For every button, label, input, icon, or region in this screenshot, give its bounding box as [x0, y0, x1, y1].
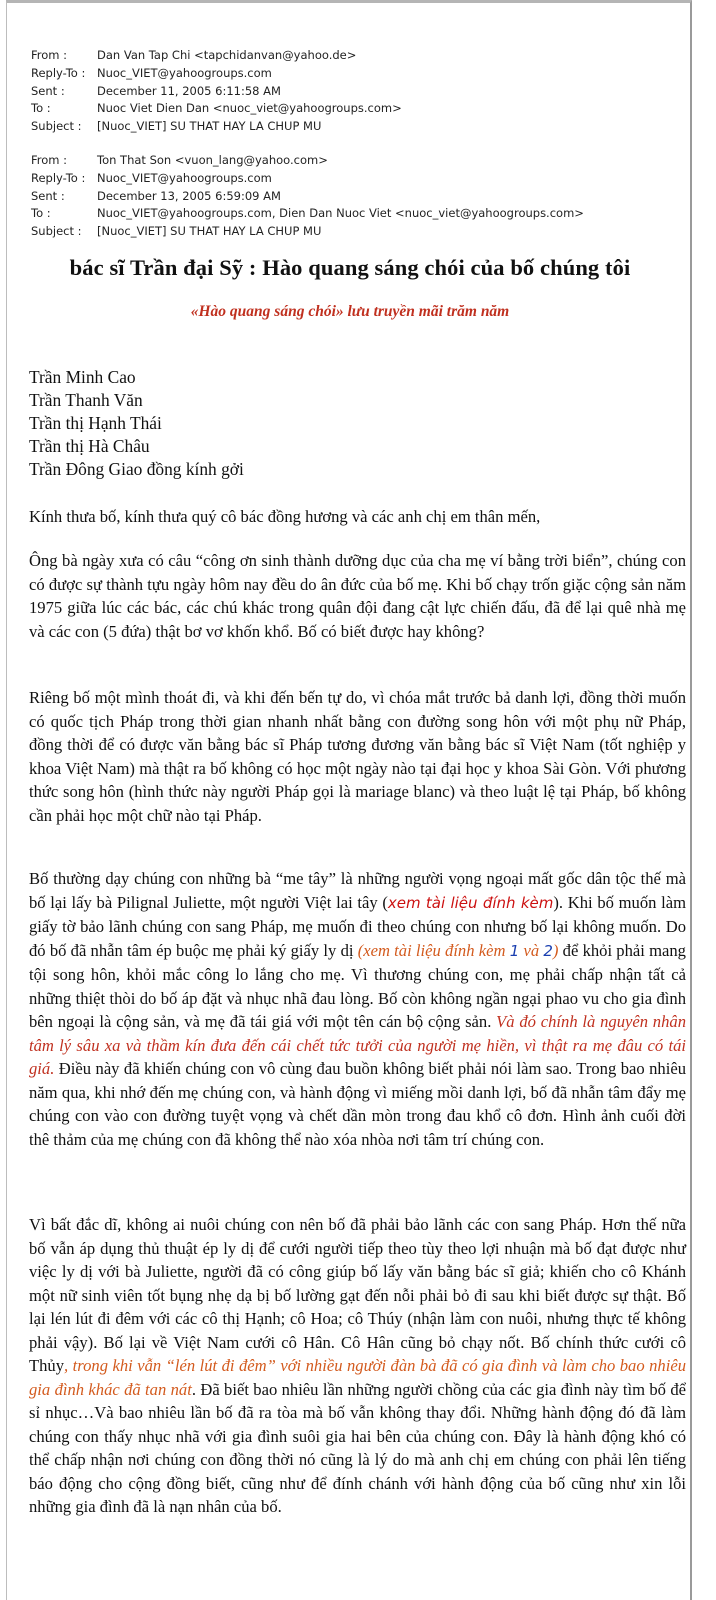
to-value: Nuoc Viet Dien Dan <nuoc_viet@yahoogroups.com> [97, 101, 402, 116]
subject-label: Subject : [31, 119, 82, 134]
attachment-note: ) [552, 940, 559, 960]
subject-row [31, 118, 402, 136]
sent-row [31, 188, 584, 206]
paragraph-3-text [29, 867, 686, 1151]
attachment-note: và [519, 940, 544, 960]
text-run: Điều này đã khiến chúng con vô cùng đau buồn không biết phải nói làm sao. Trong bao nhiêu năm qua, khi nhớ đến mẹ chúng con, và hành động vì miếng mồi danh lợi, bố đã nhẫn tâm đẩy mẹ chúng con vào con đường tuyệt vọng và chết dần mòn trong đau khổ cô đơn. Hình ảnh cuối đời thê thảm của mẹ chúng con đã không thể nào xóa nhòa nơi tâm trí chúng con. [29, 1059, 686, 1149]
sent-value: December 13, 2005 6:59:09 AM [97, 188, 281, 203]
replyto-label: Reply-To : [31, 65, 86, 80]
subject-label: Subject : [31, 224, 82, 239]
greeting-text: Kính thưa bố, kính thưa quý cô bác đồng hương và các anh chị em thân mến, [29, 507, 541, 526]
subject-value: [Nuoc_VIET] SU THAT HAY LA CHUP MU [97, 224, 322, 239]
sent-value: December 11, 2005 6:11:58 AM [97, 83, 281, 98]
signers-list [29, 366, 244, 481]
paragraph-1 [29, 549, 686, 643]
emphasis-orange: , trong khi vẫn “lén lút đi đêm” với nhiều người đàn bà đã có gia đình và làm cho bao nhiêu gia đình khác đã tan nát [29, 1356, 686, 1399]
text-run: Vì bất đắc dĩ, không ai nuôi chúng con nên bố đã phải bảo lãnh các con sang Pháp. Hơn thế nữa bố vẫn áp dụng thủ thuật ép ly dị để cưới người tiếp theo tùy theo lợi nhuận mà bố đạt được như việc ly dị với bà Juliette, người đã có công giúp bố lấy văn bằng bác sĩ giả; khiến cho cô Khánh một nữ sinh viên tốt bụng nhẹ dạ bị bố lường gạt đến nỗi phải bỏ đi sau khi biết được sự thật. Bố lại lén lút đi đêm với các cô thị Hạnh; cô Hoa; cô Thúy (nhận làm con nuôi, nhưng thực tế không phải vậy). Bố lại về Việt Nam cưới cô Hân. Cô Hân cũng bỏ chạy nốt. Bố chính thức cưới cô Thủy [29, 1215, 686, 1375]
email-header-2 [31, 152, 584, 241]
signer: Trần thị Hà Châu [29, 436, 150, 456]
subject-row [31, 223, 584, 241]
to-label: To : [31, 206, 51, 221]
attachment-link[interactable]: xem tài liệu đính kèm [387, 893, 554, 912]
from-label: From : [31, 153, 68, 167]
document-page [6, 0, 692, 1600]
to-value: Nuoc_VIET@yahoogroups.com, Dien Dan Nuoc Viet <nuoc_viet@yahoogroups.com> [97, 206, 584, 221]
from-row [31, 47, 402, 65]
subject-value: [Nuoc_VIET] SU THAT HAY LA CHUP MU [97, 119, 322, 134]
from-value: Dan Van Tap Chi <tapchidanvan@yahoo.de> [97, 48, 357, 62]
signer: Trần Minh Cao [29, 367, 136, 387]
attachment-link-1[interactable]: 1 [509, 941, 520, 960]
replyto-value: Nuoc_VIET@yahoogroups.com [97, 65, 272, 80]
replyto-row [31, 170, 584, 188]
from-value: Ton That Son <vuon_lang@yahoo.com> [97, 153, 328, 167]
text-run: . Đã biết bao nhiêu lần những người chồng của các gia đình này tìm bố để sỉ nhục…Và bao nhiêu lần bố đã ra tòa mà bố vẫn không thay đổi. Những hành động đó đã làm chúng con thấy nhục nhã với gia đình suôi gia hai bên của chúng con. Đây là hành động khó có thể chấp nhận nơi chúng con đồng thời nó cũng là lý do mà anh chị em chúng con phải lên tiếng báo động cho cộng đồng biết, cũng như để đính chánh với hành động của bố cũng như xin lỗi những gia đình đã là nạn nhân của bố. [29, 1379, 686, 1516]
replyto-label: Reply-To : [31, 170, 86, 185]
to-row [31, 100, 402, 118]
email-header-1 [31, 47, 402, 136]
paragraph-2 [29, 686, 686, 827]
sent-label: Sent : [31, 83, 65, 98]
to-label: To : [31, 101, 51, 116]
greeting [29, 505, 686, 529]
replyto-value: Nuoc_VIET@yahoogroups.com [97, 170, 272, 185]
signer: Trần Thanh Văn [29, 390, 143, 410]
emphasis-red: Và đó chính là nguyên nhân tâm lý sâu xa và thầm kín đưa đến cái chết tức tưởi của người mẹ hiền, vì thật ra mẹ đâu có tái giá. [29, 1012, 686, 1078]
text-run: Bố thường dạy chúng con những bà “me tây” là những người vọng ngoại mất gốc dân tộc thế mà bố lại lấy bà Pilignal Juliette, một người Việt lai tây ( [29, 869, 686, 912]
attachment-link-2[interactable]: 2 [543, 941, 553, 960]
paragraph-4-text [29, 1213, 686, 1519]
signer: Trần Đông Giao đồng kính gởi [29, 459, 244, 479]
text-run: để khỏi phải mang tội song hôn, khỏi mắc công lo lắng cho mẹ. Vì thương chúng con, mẹ phải chấp nhận tất cả những thiệt thòi do bố áp đặt và nhục nhã đau lòng. Bố còn không ngần ngại phao vu cho gia đình bên ngoại là cộng sản, và mẹ đã tái giá với một tên cán bộ cộng sản. [29, 940, 686, 1031]
paragraph-1-text: Ông bà ngày xưa có câu “công ơn sinh thành dưỡng dục của cha mẹ ví bằng trời biển”, chúng con có được sự thành tựu ngày hôm nay đều do ân đức của bố mẹ. Khi bố chạy trốn giặc cộng sản năm 1975 giữa lúc các bác, các chú khác trong quân đội đang cật lực chiến đấu, đã để lại quê nhà mẹ và các con (5 đứa) thật bơ vơ khốn khổ. Bố có biết được hay không? [29, 551, 686, 641]
sent-row [31, 83, 402, 101]
article-subtitle: «Hào quang sáng chói» lưu truyền mãi trăm năm [190, 303, 510, 320]
paragraph-4 [29, 1213, 686, 1519]
from-label: From : [31, 48, 68, 62]
text-run: ). Khi bố muốn làm giấy tờ bảo lãnh chúng con sang Pháp, mẹ muốn đi theo chúng con nhưng bố lại không muốn. Do đó bố đã nhẫn tâm ép buộc mẹ phải ký giấy ly dị [29, 892, 686, 960]
replyto-row [31, 65, 402, 83]
sent-label: Sent : [31, 188, 65, 203]
paragraph-2-text: Riêng bố một mình thoát đi, và khi đến bến tự do, vì chóa mắt trước bả danh lợi, đồng thời muốn có quốc tịch Pháp trong thời gian nhanh nhất bằng con đường song hôn với một phụ nữ Pháp, đồng thời để có được văn bằng bác sĩ Pháp tương đương văn bằng bác sĩ Việt Nam (tốt nghiệp y khoa Việt Nam) mà thật ra bố không có học một ngày nào tại đại học y khoa Sài Gòn. Với phương thức song hôn (hình thức này người Pháp gọi là mariage blanc) và theo luật lệ tại Pháp, bố không cần phải học một chữ nào tại Pháp. [29, 688, 686, 825]
from-row [31, 152, 584, 170]
article-title: bác sĩ Trần đại Sỹ : Hào quang sáng chói của bố chúng tôi [69, 255, 631, 280]
signer: Trần thị Hạnh Thái [29, 413, 162, 433]
to-row [31, 205, 584, 223]
paragraph-3 [29, 867, 686, 1151]
attachment-note: (xem tài liệu đính kèm [357, 940, 510, 960]
